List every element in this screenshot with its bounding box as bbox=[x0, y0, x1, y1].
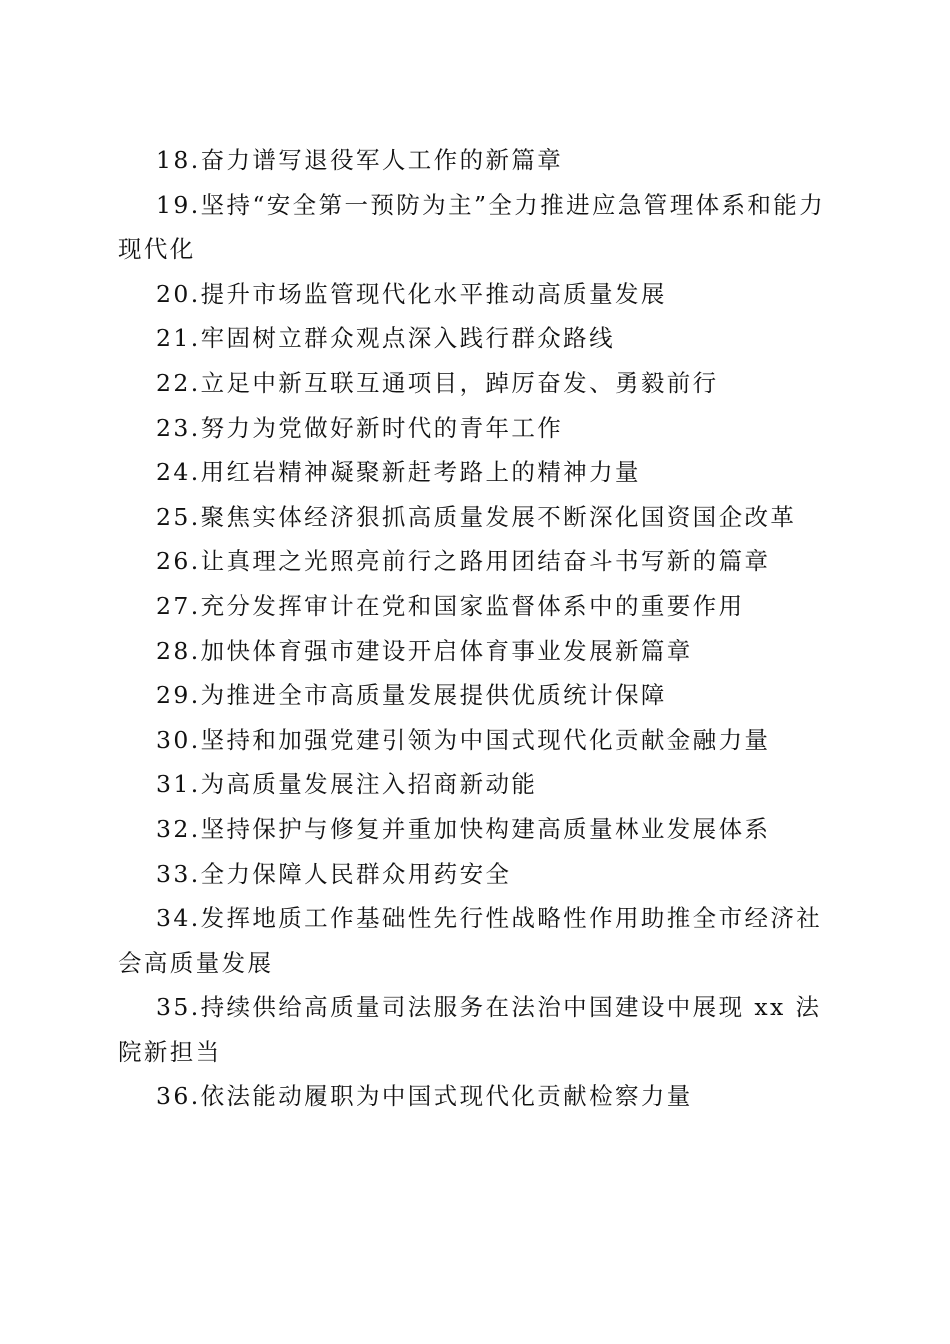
list-item: 30.坚持和加强党建引领为中国式现代化贡献金融力量 bbox=[156, 725, 771, 754]
list-item: 25.聚焦实体经济狠抓高质量发展不断深化国资国企改革 bbox=[156, 502, 797, 531]
list-item: 27.充分发挥审计在党和国家监督体系中的重要作用 bbox=[156, 591, 745, 620]
list-item: 31.为高质量发展注入招商新动能 bbox=[156, 770, 538, 799]
list-item: 21.牢固树立群众观点深入践行群众路线 bbox=[156, 324, 615, 353]
list-item: 26.让真理之光照亮前行之路用团结奋斗书写新的篇章 bbox=[156, 547, 771, 576]
list-item: 32.坚持保护与修复并重加快构建高质量林业发展体系 bbox=[156, 814, 771, 843]
list-item: 18.奋力谱写退役军人工作的新篇章 bbox=[156, 146, 564, 174]
list-item: 35.持续供给高质量司法服务在法治中国建设中展现 xx 法院新担当 bbox=[118, 993, 822, 1066]
list-item: 33.全力保障人民群众用药安全 bbox=[156, 859, 512, 888]
list-item: 24.用红岩精神凝聚新赶考路上的精神力量 bbox=[156, 458, 641, 487]
list-item: 19.坚持“安全第一预防为主”全力推进应急管理体系和能力现代化 bbox=[118, 190, 826, 264]
list-item: 34.发挥地质工作基础性先行性战略性作用助推全市经济社会高质量发展 bbox=[118, 904, 823, 977]
title-list bbox=[118, 138, 830, 1119]
list-item: 36.依法能动履职为中国式现代化贡献检察力量 bbox=[156, 1082, 693, 1111]
list-item: 22.立足中新互联互通项目，踔厉奋发、勇毅前行 bbox=[156, 368, 719, 397]
list-item: 28.加快体育强市建设开启体育事业发展新篇章 bbox=[156, 636, 693, 665]
list-item: 23.努力为党做好新时代的青年工作 bbox=[156, 413, 564, 442]
list-item: 29.为推进全市高质量发展提供优质统计保障 bbox=[156, 681, 667, 710]
list-item: 20.提升市场监管现代化水平推动高质量发展 bbox=[156, 279, 667, 308]
